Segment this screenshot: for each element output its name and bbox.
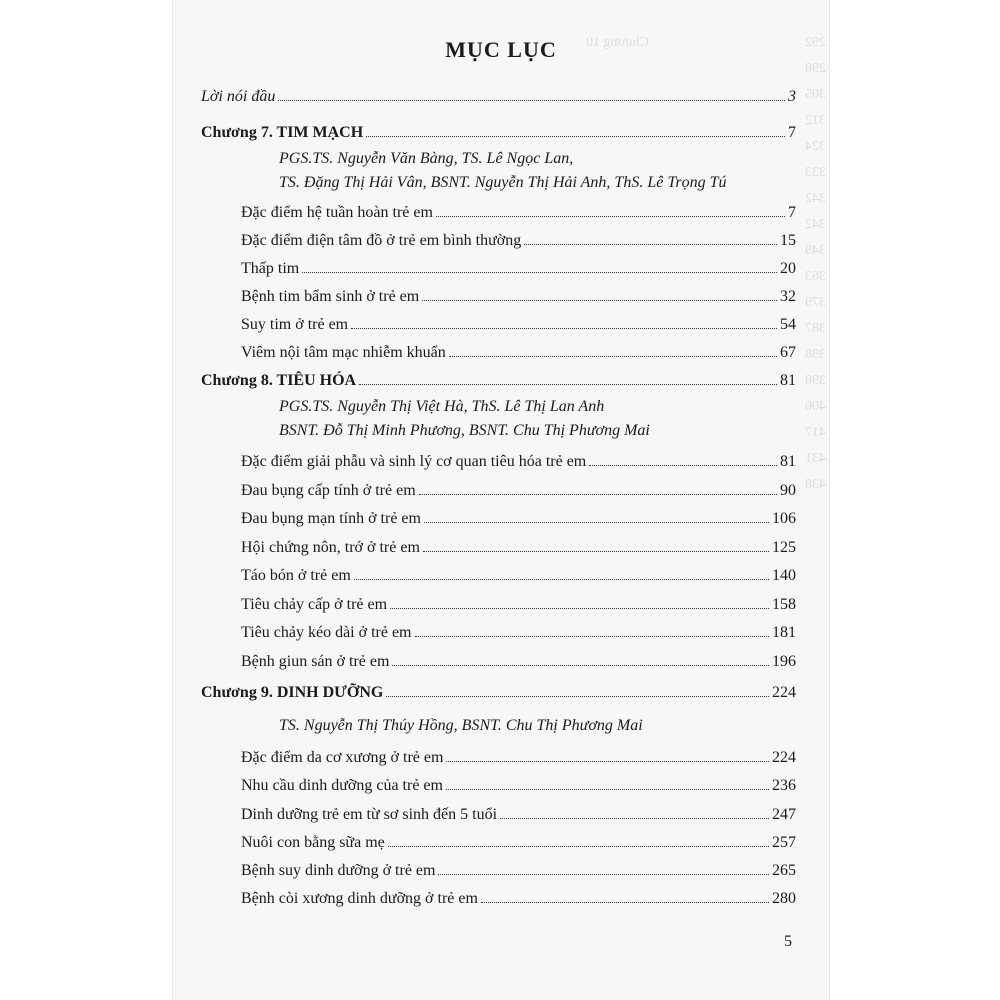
toc-entry-page: 32 <box>780 288 796 305</box>
toc-entry-label: Đau bụng cấp tính ở trẻ em <box>241 482 416 499</box>
toc-entry-label: Bệnh giun sán ở trẻ em <box>241 653 390 670</box>
toc-entry-label: Đau bụng mạn tính ở trẻ em <box>241 510 421 527</box>
toc-entry-page: 140 <box>772 567 796 584</box>
toc-entry-page: 106 <box>772 510 796 527</box>
dot-leader <box>278 100 785 101</box>
toc-entry-label: Đặc điểm hệ tuần hoàn trẻ em <box>241 204 433 221</box>
toc-section-entry[interactable] <box>241 256 796 278</box>
toc-entry-label: Nhu cầu dinh dưỡng của trẻ em <box>241 777 443 794</box>
chapter-authors: BSNT. Đỗ Thị Minh Phương, BSNT. Chu Thị Phương Mai <box>279 422 650 439</box>
toc-entry-label: Bệnh suy dinh dưỡng ở trẻ em <box>241 862 436 879</box>
toc-entry-label: Viêm nội tâm mạc nhiễm khuẩn <box>241 344 446 361</box>
toc-entry-page: 81 <box>780 372 796 389</box>
toc-section-entry[interactable] <box>241 312 796 334</box>
dot-leader <box>354 579 769 580</box>
toc-entry-page: 158 <box>772 596 796 613</box>
toc-entry-label: Dinh dưỡng trẻ em từ sơ sinh đến 5 tuổi <box>241 806 498 823</box>
toc-entry-label: Lời nói đầu <box>201 88 276 105</box>
toc-section-entry[interactable] <box>241 620 796 642</box>
toc-entry-page: 54 <box>780 316 796 333</box>
toc-entry-page: 67 <box>780 344 796 361</box>
book-page <box>172 0 830 1000</box>
toc-entry-page: 81 <box>780 453 796 470</box>
dot-leader <box>481 902 769 903</box>
toc-section-entry[interactable] <box>241 228 796 250</box>
toc-entry-page: 236 <box>772 777 796 794</box>
dot-leader <box>446 761 769 762</box>
toc-chapter-heading[interactable] <box>201 120 796 142</box>
toc-entry-label: Chương 7. TIM MẠCH <box>201 124 364 141</box>
bleed-through-text: 292 Chương 10 298 305 312 324 333 342 342 349 363 379 387 398 398 406 417 431 438 <box>586 35 826 492</box>
toc-entry-label: Chương 9. DINH DƯỠNG <box>201 684 384 701</box>
toc-section-entry[interactable] <box>241 284 796 306</box>
toc-entry-label: Bệnh tim bẩm sinh ở trẻ em <box>241 288 420 305</box>
toc-entry-page: 224 <box>772 749 796 766</box>
toc-section-entry[interactable] <box>241 478 796 500</box>
toc-entry-label: Thấp tim <box>241 260 300 277</box>
toc-entry-page: 3 <box>788 88 796 105</box>
chapter-authors: TS. Đặng Thị Hải Vân, BSNT. Nguyễn Thị Hải Anh, ThS. Lê Trọng Tú <box>279 174 727 191</box>
toc-entry-label: Táo bón ở trẻ em <box>241 567 351 584</box>
toc-entry-page: 15 <box>780 232 796 249</box>
toc-section-entry[interactable] <box>241 745 796 767</box>
toc-entry-page: 280 <box>772 890 796 907</box>
toc-entry-label: Đặc điểm da cơ xương ở trẻ em <box>241 749 444 766</box>
dot-leader <box>436 216 785 217</box>
dot-leader <box>386 696 769 697</box>
dot-leader <box>524 244 777 245</box>
chapter-authors: TS. Nguyễn Thị Thúy Hồng, BSNT. Chu Thị Phương Mai <box>279 717 643 734</box>
toc-entry-label: Hội chứng nôn, trớ ở trẻ em <box>241 539 420 556</box>
dot-leader <box>422 300 777 301</box>
toc-section-entry[interactable] <box>241 830 796 852</box>
chapter-authors: PGS.TS. Nguyễn Thị Việt Hà, ThS. Lê Thị Lan Anh <box>279 398 605 415</box>
toc-entry-page: 257 <box>772 834 796 851</box>
toc-entry-label: Nuôi con bằng sữa mẹ <box>241 834 385 851</box>
dot-leader <box>500 818 769 819</box>
toc-entry-page: 125 <box>772 539 796 556</box>
toc-chapter-heading[interactable] <box>201 368 796 390</box>
dot-leader <box>302 272 777 273</box>
chapter-authors: PGS.TS. Nguyễn Văn Bàng, TS. Lê Ngọc Lan, <box>279 150 574 167</box>
toc-entry-page: 90 <box>780 482 796 499</box>
toc-entry-page: 196 <box>772 653 796 670</box>
toc-entry-label: Tiêu chảy cấp ở trẻ em <box>241 596 388 613</box>
toc-entry-label: Đặc điểm giải phẫu và sinh lý cơ quan tiêu hóa trẻ em <box>241 453 587 470</box>
dot-leader <box>390 608 769 609</box>
toc-section-entry[interactable] <box>241 340 796 362</box>
dot-leader <box>438 874 769 875</box>
toc-entry-page: 265 <box>772 862 796 879</box>
dot-leader <box>424 522 769 523</box>
toc-entry-label: Tiêu chảy kéo dài ở trẻ em <box>241 624 412 641</box>
toc-section-entry[interactable] <box>241 200 796 222</box>
toc-entry-label: Suy tim ở trẻ em <box>241 316 349 333</box>
toc-entry-page: 181 <box>772 624 796 641</box>
toc-section-entry[interactable] <box>241 592 796 614</box>
toc-section-entry[interactable] <box>241 858 796 880</box>
toc-entry-page: 7 <box>788 124 796 141</box>
dot-leader <box>359 384 777 385</box>
toc-entry-label: Đặc điểm điện tâm đồ ở trẻ em bình thường <box>241 232 522 249</box>
dot-leader <box>392 665 769 666</box>
toc-section-entry[interactable] <box>241 449 796 471</box>
toc-chapter-heading[interactable] <box>201 680 796 702</box>
toc-section-entry[interactable] <box>241 535 796 557</box>
dot-leader <box>449 356 777 357</box>
toc-entry-label: Bệnh còi xương dinh dưỡng ở trẻ em <box>241 890 478 907</box>
dot-leader <box>446 789 769 790</box>
toc-entry-page: 20 <box>780 260 796 277</box>
dot-leader <box>351 328 777 329</box>
toc-section-entry[interactable] <box>241 563 796 585</box>
dot-leader <box>589 465 777 466</box>
dot-leader <box>423 551 769 552</box>
page-number: 5 <box>784 933 792 950</box>
toc-section-entry[interactable] <box>241 802 796 824</box>
dot-leader <box>419 494 777 495</box>
toc-section-entry[interactable] <box>241 886 796 908</box>
toc-entry-label: Chương 8. TIÊU HÓA <box>201 372 357 389</box>
dot-leader <box>415 636 770 637</box>
toc-entry-page: 7 <box>788 204 796 221</box>
toc-section-entry[interactable] <box>241 649 796 671</box>
page-title: MỤC LỤC <box>445 37 557 62</box>
dot-leader <box>366 136 785 137</box>
toc-entry-intro[interactable] <box>201 84 796 106</box>
toc-section-entry[interactable] <box>241 506 796 528</box>
toc-section-entry[interactable] <box>241 773 796 795</box>
toc-entry-page: 224 <box>772 684 796 701</box>
toc-entry-page: 247 <box>772 806 796 823</box>
dot-leader <box>388 846 769 847</box>
